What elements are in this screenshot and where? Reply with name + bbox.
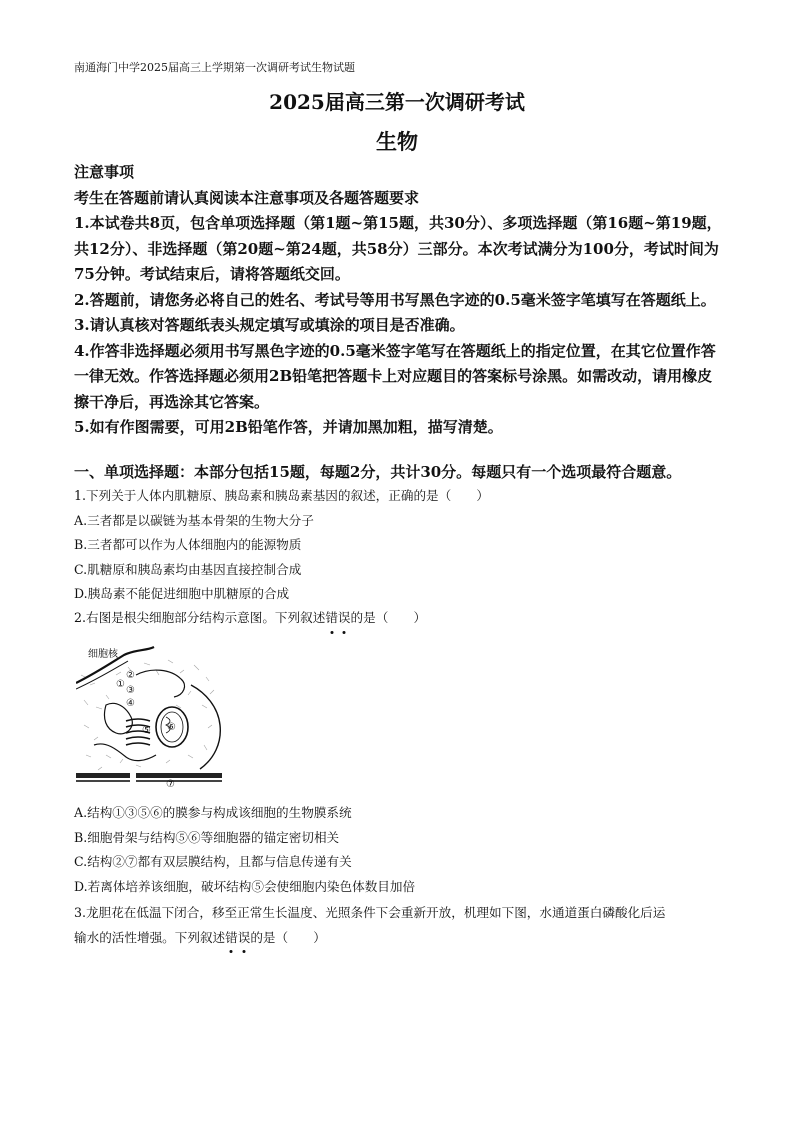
emphasis-char: 误 (238, 926, 251, 951)
question-2-option-c: C.结构②⑦都有双层膜结构，且都与信息传递有关 (74, 854, 352, 870)
question-2-options (74, 801, 724, 899)
diagram-marker-6: ⑥ (167, 722, 176, 733)
notice-item-1: 1.本试卷共8页，包含单项选择题（第1题~第15题，共30分）、多项选择题（第16题~第19题，共12分）、非选择题（第20题~第24题，共58分）三部分。本次考试满分为100分，考试时间为75分钟。考试结束后，请将答题纸交回。 (74, 214, 722, 283)
diagram-marker-4: ④ (126, 698, 135, 709)
diagram-marker-2: ② (126, 670, 135, 681)
question-2-stem-end: 的是（ ） (350, 610, 427, 625)
section-heading: 一、单项选择题：本部分包括15题，每题2分，共计30分。每题只有一个选项最符合题意。 (74, 463, 682, 481)
diagram-nucleus-label: 细胞核 (88, 649, 118, 660)
diagram-marker-5: ⑤ (142, 725, 151, 736)
notice-section (74, 160, 724, 441)
question-2-stem (74, 606, 724, 631)
question-3 (74, 901, 724, 950)
question-3-stem-end: 的是（ ） (250, 929, 326, 945)
emphasis-char: 错 (325, 606, 338, 631)
exam-title: 2025届高三第一次调研考试 (269, 90, 525, 114)
question-3-stem-line-2: 输水的活性增强。下列叙述 (74, 929, 226, 945)
diagram-marker-1: ① (116, 679, 125, 690)
notice-heading: 注意事项 (74, 163, 135, 181)
question-2-option-b: B.细胞骨架与结构⑤⑥等细胞器的锚定密切相关 (74, 829, 340, 845)
question-1-stem: 1.下列关于人体内肌糖原、胰岛素和胰岛素基因的叙述，正确的是（ ） (74, 488, 490, 503)
subject-title: 生物 (376, 129, 418, 154)
root-tip-cell-diagram (76, 645, 222, 789)
question-2-stem-text: 2.右图是根尖细胞部分结构示意图。下列叙述 (74, 610, 326, 625)
question-1 (74, 484, 724, 607)
question-1-option-d: D.胰岛素不能促进细胞中肌糖原的合成 (74, 586, 290, 602)
notice-item-4: 4.作答非选择题必须用书写黑色字迹的0.5毫米签字笔写在答题纸上的指定位置，在其它位置作答一律无效。作答选择题必须用2B铅笔把答题卡上对应题目的答案标号涂黑。如需改动，请用橡皮擦干净后，再选涂其它答案。 (74, 341, 716, 411)
question-2-option-a: A.结构①③⑤⑥的膜参与构成该细胞的生物膜系统 (74, 805, 352, 820)
question-1-option-a: A.三者都是以碳链为基本骨架的生物大分子 (74, 512, 314, 528)
notice-subheading: 考生在答题前请认真阅读本注意事项及各题答题要求 (74, 188, 420, 207)
diagram-marker-3: ③ (126, 685, 135, 696)
question-3-stem-line-1: 3.龙胆花在低温下闭合，移至正常生长温度、光照条件下会重新开放，机理如下图，水通道蛋白磷酸化后运 (74, 905, 666, 920)
question-2-option-d: D.若离体培养该细胞，破坏结构⑤会使细胞内染色体数目加倍 (74, 878, 416, 894)
question-1-option-b: B.三者都可以作为人体细胞内的能源物质 (74, 537, 302, 553)
emphasis-char: 误 (338, 606, 351, 631)
notice-item-2: 2.答题前，请您务必将自己的姓名、考试号等用书写黑色字迹的0.5毫米签字笔填写在答题纸上。 (74, 290, 716, 309)
header-note: 南通海门中学2025届高三上学期第一次调研考试生物试题 (74, 61, 355, 74)
diagram-marker-7: ⑦ (166, 779, 175, 789)
question-1-option-c: C.肌糖原和胰岛素均由基因直接控制合成 (74, 561, 302, 577)
emphasis-char: 错 (225, 926, 238, 951)
notice-item-5: 5.如有作图需要，可用2B铅笔作答，并请加黑加粗，描写清楚。 (74, 418, 503, 436)
notice-item-3: 3.请认真核对答题纸表头规定填写或填涂的项目是否准确。 (74, 316, 465, 334)
